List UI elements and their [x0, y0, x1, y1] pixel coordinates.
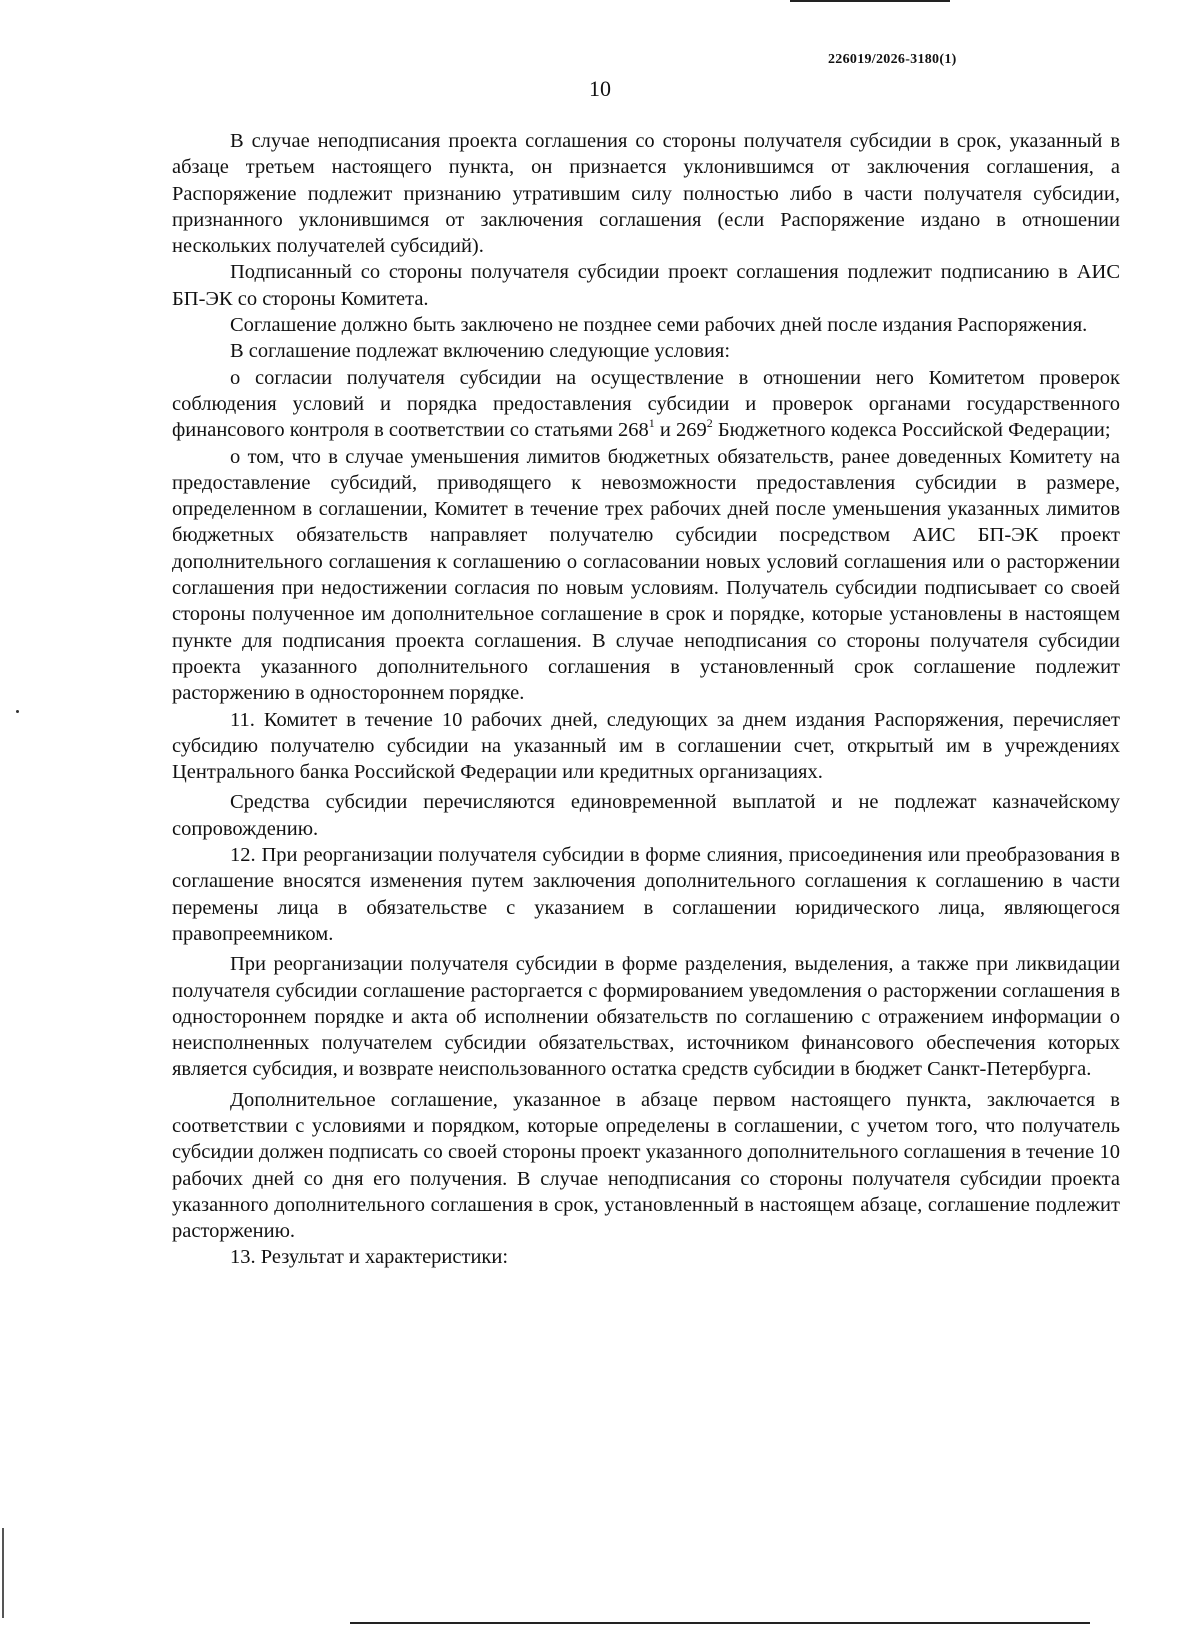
- superscript: 2: [706, 416, 713, 431]
- paragraph-text: и 269: [654, 419, 707, 442]
- scan-artifact-top: [790, 0, 950, 2]
- paragraph: В соглашение подлежат включению следующие условия:: [230, 340, 731, 363]
- paragraph-item-13: 13. Результат и характеристики:: [230, 1246, 509, 1269]
- superscript: 1: [648, 416, 655, 431]
- paragraph: Подписанный со стороны получателя субсидии проект соглашения подлежит подписанию в АИС БП-ЭК со стороны Комитета.: [172, 261, 1120, 310]
- scan-artifact-left-edge: [2, 1528, 4, 1618]
- paragraph: о том, что в случае уменьшения лимитов бюджетных обязательств, ранее доведенных Комитету на предоставление субсидий, приводящего к невозможности предоставления субсидии в размере, определенном в соглашении, Комитет в течение трех рабочих дней после уменьшения указанных лимитов бюджетных обязательств направляет получателю субсидии посредством АИС БП-ЭК проект дополнительного соглашения к соглашению о согласовании новых условий соглашения или о расторжении соглашения при недостижении согласия по новым условиям. Получатель субсидии подписывает со своей стороны полученное им дополнительное соглашение в срок и порядке, которые установлены в настоящем пункте для подписания проекта соглашения. В случае неподписания со стороны получателя субсидии проекта указанного дополнительного соглашения в установленный срок соглашение подлежит расторжению в одностороннем порядке.: [172, 445, 1120, 705]
- paragraph-text: о согласии получателя субсидии на осуществление в отношении него Комитетом проверок соблюдения условий и порядка предоставления субсидии и проверок органами государственного финансового контроля в соответствии со статьями 268: [172, 366, 1120, 442]
- paragraph-text: Бюджетного кодекса Российской Федерации;: [712, 419, 1111, 442]
- paragraph: При реорганизации получателя субсидии в форме разделения, выделения, а также при ликвидации получателя субсидии соглашение расторгается с формированием уведомления о расторжении соглашения в одностороннем порядке и акта об исполнении обязательств по соглашению с отражением информации о неисполненных получателем субсидии обязательствах, источником финансового обеспечения которых является субсидия, и возврате неиспользованного остатка средств субсидии в бюджет Санкт-Петербурга.: [172, 953, 1120, 1081]
- document-body: [172, 128, 1120, 1271]
- paragraph-item-12: 12. При реорганизации получателя субсидии в форме слияния, присоединения или преобразования в соглашение вносятся изменения путем заключения дополнительного соглашения к соглашению в части перемены лица в обязательстве с указанием в соглашении юридического лица, являющегося правопреемником.: [172, 844, 1120, 945]
- paragraph: Соглашение должно быть заключено не позднее семи рабочих дней после издания Распоряжения.: [230, 314, 1088, 337]
- paragraph: В случае неподписания проекта соглашения со стороны получателя субсидии в срок, указанный в абзаце третьем настоящего пункта, он признается уклонившимся от заключения соглашения, а Распоряжение подлежит признанию утратившим силу полностью либо в части получателя субсидии, признанного уклонившимся от заключения соглашения (если Распоряжение издано в отношении нескольких получателей субсидий).: [172, 130, 1120, 258]
- paragraph: Средства субсидии перечисляются единовременной выплатой и не подлежат казначейскому сопровождению.: [172, 791, 1120, 840]
- paragraph-item-11: 11. Комитет в течение 10 рабочих дней, следующих за днем издания Распоряжения, перечисляет субсидию получателю субсидии на указанный им в соглашении счет, открытый им в учреждениях Центрального банка Российской Федерации или кредитных организациях.: [172, 708, 1120, 784]
- paragraph: Дополнительное соглашение, указанное в абзаце первом настоящего пункта, заключается в соответствии с условиями и порядком, которые определены в соглашении, с учетом того, что получатель субсидии должен подписать со своей стороны проект указанного дополнительного соглашения в течение 10 рабочих дней со дня его получения. В случае неподписания со стороны получателя субсидии проекта указанного дополнительного соглашения в срок, установленный в настоящем абзаце, соглашение подлежит расторжению.: [172, 1088, 1120, 1243]
- scan-artifact-bottom: [350, 1622, 1090, 1624]
- scan-artifact-dot: [16, 710, 19, 713]
- paragraph-with-article-references: [172, 365, 1120, 444]
- page-number: 10: [589, 76, 611, 101]
- document-registration-number: 226019/2026-3180(1): [828, 52, 957, 67]
